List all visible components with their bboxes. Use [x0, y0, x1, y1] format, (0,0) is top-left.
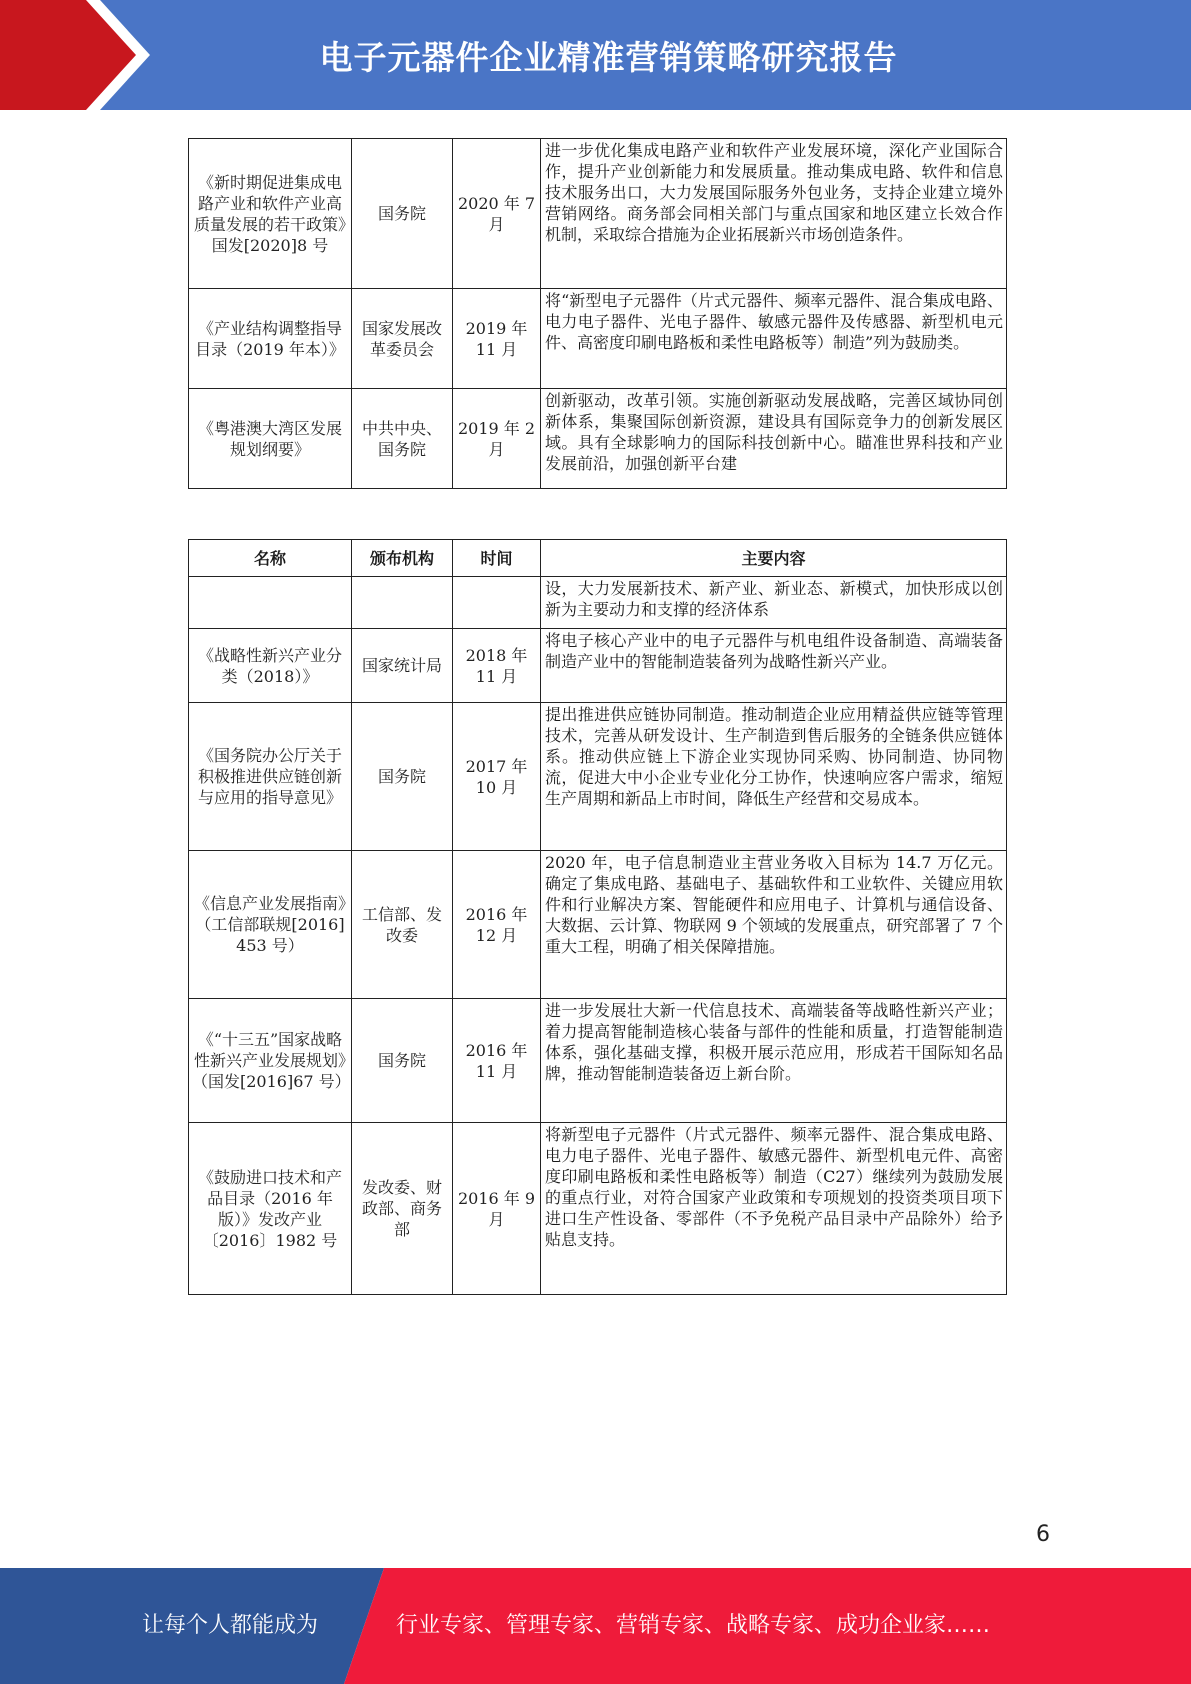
- policy-name: 《鼓励进口技术和产品目录（2016 年版）》发改产业〔2016〕1982 号: [189, 1123, 352, 1295]
- policy-name: 《信息产业发展指南》（工信部联规[2016] 453 号）: [189, 851, 352, 999]
- policy-date: 2016 年 12 月: [453, 851, 541, 999]
- policy-content: 将“新型电子元器件（片式元器件、频率元器件、混合集成电路、电力电子器件、光电子器件、敏感元器件及传感器、新型机电元件、高密度印刷电路板和柔性电路板等）制造”列为鼓励类。: [541, 289, 1007, 389]
- page-number: 6: [1036, 1522, 1050, 1547]
- footer-banner: [0, 1568, 1191, 1684]
- policy-name: 《“十三五”国家战略性新兴产业发展规划》（国发[2016]67 号）: [189, 999, 352, 1123]
- table-row: [189, 851, 1007, 999]
- policy-content: 提出推进供应链协同制造。推动制造企业应用精益供应链等管理技术，完善从研发设计、生产制造到售后服务的全链条供应链体系。推动供应链上下游企业实现协同采购、协同制造、协同物流，促进大中小企业专业化分工协作，快速响应客户需求，缩短生产周期和新品上市时间，降低生产经营和交易成本。: [541, 703, 1007, 851]
- policy-date: 2016 年 11 月: [453, 999, 541, 1123]
- table-row: [189, 1123, 1007, 1295]
- table-row: [189, 139, 1007, 289]
- policy-name: 《粤港澳大湾区发展规划纲要》: [189, 389, 352, 489]
- table-row: [189, 629, 1007, 703]
- policy-org: 工信部、发改委: [352, 851, 453, 999]
- policy-date: [453, 577, 541, 629]
- policy-content: 将新型电子元器件（片式元器件、频率元器件、混合集成电路、电力电子器件、光电子器件、敏感元器件、新型机电元件、高密度印刷电路板和柔性电路板等）制造（C27）继续列为鼓励发展的重点行业，对符合国家产业政策和专项规划的投资类项目项下进口生产性设备、零部件（不予免税产品目录中产品除外）给予贴息支持。: [541, 1123, 1007, 1295]
- table-row: [189, 577, 1007, 629]
- policy-content: 2020 年，电子信息制造业主营业务收入目标为 14.7 万亿元。确定了集成电路、基础电子、基础软件和工业软件、关键应用软件和行业解决方案、智能硬件和应用电子、计算机与通信设备、大数据、云计算、物联网 9 个领域的发展重点，研究部署了 7 个重大工程，明确了相关保障措施。: [541, 851, 1007, 999]
- header-banner: [0, 0, 1191, 110]
- column-header-name: 名称: [189, 540, 352, 577]
- table-row: [189, 389, 1007, 489]
- footer-slogan-left: 让每个人都能成为: [142, 1613, 319, 1638]
- policy-date: 2016 年 9 月: [453, 1123, 541, 1295]
- policy-content: 进一步优化集成电路产业和软件产业发展环境，深化产业国际合作，提升产业创新能力和发展质量。推动集成电路、软件和信息技术服务出口，大力发展国际服务外包业务，支持企业建立境外营销网络。商务部会同相关部门与重点国家和地区建立长效合作机制，采取综合措施为企业拓展新兴市场创造条件。: [541, 139, 1007, 289]
- policy-content: 进一步发展壮大新一代信息技术、高端装备等战略性新兴产业；着力提高智能制造核心装备与部件的性能和质量，打造智能制造体系，强化基础支撑，积极开展示范应用，形成若干国际知名品牌，推动智能制造装备迈上新台阶。: [541, 999, 1007, 1123]
- table-row: [189, 703, 1007, 851]
- policy-org: 国务院: [352, 999, 453, 1123]
- footer-slogan-right: 行业专家、管理专家、营销专家、战略专家、成功企业家……: [396, 1613, 991, 1638]
- column-header-date: 时间: [453, 540, 541, 577]
- table-row: [189, 999, 1007, 1123]
- policy-table-continued: [188, 138, 1007, 489]
- policy-content: 创新驱动，改革引领。实施创新驱动发展战略，完善区域协同创新体系，集聚国际创新资源，建设具有国际竞争力的创新发展区域。具有全球影响力的国际科技创新中心。瞄准世界科技和产业发展前沿，加强创新平台建: [541, 389, 1007, 489]
- policy-name: 《新时期促进集成电路产业和软件产业高质量发展的若干政策》国发[2020]8 号: [189, 139, 352, 289]
- policy-org: 国家发展改革委员会: [352, 289, 453, 389]
- policy-org: 发改委、财政部、商务部: [352, 1123, 453, 1295]
- policy-org: 国家统计局: [352, 629, 453, 703]
- policy-content: 设，大力发展新技术、新产业、新业态、新模式，加快形成以创新为主要动力和支撑的经济体系: [541, 577, 1007, 629]
- table-row: [189, 289, 1007, 389]
- policy-date: 2019 年 2 月: [453, 389, 541, 489]
- table-header-row: [189, 540, 1007, 577]
- policy-org: 国务院: [352, 139, 453, 289]
- column-header-content: 主要内容: [541, 540, 1007, 577]
- policy-date: 2017 年 10 月: [453, 703, 541, 851]
- policy-org: 国务院: [352, 703, 453, 851]
- policy-org: [352, 577, 453, 629]
- policy-date: 2020 年 7 月: [453, 139, 541, 289]
- column-header-org: 颁布机构: [352, 540, 453, 577]
- page-title: 电子元器件企业精准营销策略研究报告: [319, 37, 898, 77]
- policy-table: [188, 539, 1007, 1295]
- policy-name: 《产业结构调整指导目录（2019 年本）》: [189, 289, 352, 389]
- policy-date: 2019 年 11 月: [453, 289, 541, 389]
- policy-org: 中共中央、国务院: [352, 389, 453, 489]
- policy-content: 将电子核心产业中的电子元器件与机电组件设备制造、高端装备制造产业中的智能制造装备列为战略性新兴产业。: [541, 629, 1007, 703]
- policy-name: [189, 577, 352, 629]
- policy-name: 《战略性新兴产业分类（2018）》: [189, 629, 352, 703]
- policy-name: 《国务院办公厅关于积极推进供应链创新与应用的指导意见》: [189, 703, 352, 851]
- policy-date: 2018 年 11 月: [453, 629, 541, 703]
